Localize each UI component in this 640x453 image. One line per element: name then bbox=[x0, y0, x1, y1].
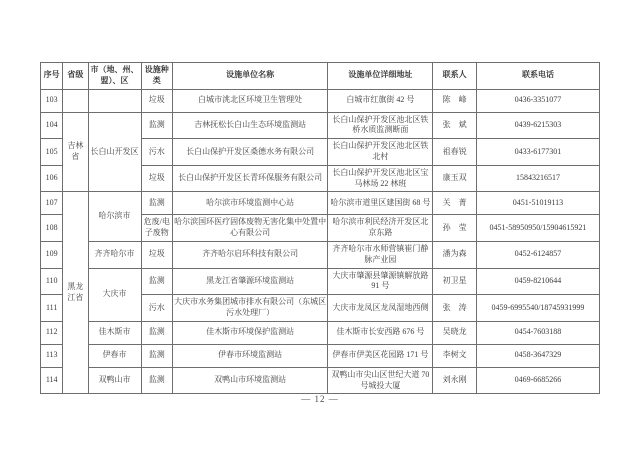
table-row bbox=[41, 89, 600, 112]
cell-contact: 祖春锐 bbox=[433, 139, 477, 166]
cell-type: 监测 bbox=[141, 367, 172, 394]
cell-phone: 0454-7603188 bbox=[476, 321, 599, 344]
cell-city bbox=[88, 89, 141, 112]
cell-address: 哈尔滨市道里区建国街 68 号 bbox=[328, 192, 433, 215]
cell-address: 长白山保护开发区池北区铁桥水质监测断面 bbox=[328, 112, 433, 139]
cell-phone: 0451-51019113 bbox=[476, 192, 599, 215]
cell-index: 111 bbox=[41, 295, 63, 322]
cell-name: 哈尔滨市环境监测中心站 bbox=[172, 192, 327, 215]
table-body bbox=[41, 89, 600, 394]
cell-name: 长白山保护开发区桑德水务有限公司 bbox=[172, 139, 327, 166]
table-row bbox=[41, 367, 600, 394]
table-row bbox=[41, 268, 600, 295]
cell-address: 长白山保护开发区池北区宝马林场 22 林班 bbox=[328, 165, 433, 192]
cell-type: 监测 bbox=[141, 192, 172, 215]
cell-phone: 0452-6124857 bbox=[476, 241, 599, 268]
cell-city: 佳木斯市 bbox=[88, 321, 141, 344]
table-row bbox=[41, 241, 600, 268]
cell-phone: 0433-6177301 bbox=[476, 139, 599, 166]
cell-contact: 孙 莹 bbox=[433, 215, 477, 242]
cell-city: 哈尔滨市 bbox=[88, 192, 141, 242]
cell-contact: 初卫星 bbox=[433, 268, 477, 295]
facility-table bbox=[40, 62, 600, 394]
column-header-address: 设施单位详细地址 bbox=[328, 63, 433, 90]
cell-address: 长白山保护开发区池北区铁北村 bbox=[328, 139, 433, 166]
column-header-type: 设施种类 bbox=[141, 63, 172, 90]
cell-contact: 关 菁 bbox=[433, 192, 477, 215]
cell-name: 黑龙江省肇源环境监测站 bbox=[172, 268, 327, 295]
cell-address: 佳木斯市长安西路 676 号 bbox=[328, 321, 433, 344]
cell-phone: 0459-6995540/18745931999 bbox=[476, 295, 599, 322]
cell-city: 齐齐哈尔市 bbox=[88, 241, 141, 268]
cell-type: 危废/电子废物 bbox=[141, 215, 172, 242]
cell-type: 污水 bbox=[141, 295, 172, 322]
cell-phone: 0439-6215303 bbox=[476, 112, 599, 139]
cell-index: 104 bbox=[41, 112, 63, 139]
cell-phone: 0469-6685266 bbox=[476, 367, 599, 394]
cell-phone: 0459-8210644 bbox=[476, 268, 599, 295]
cell-province: 黑龙江省 bbox=[63, 192, 88, 394]
cell-type: 监测 bbox=[141, 344, 172, 367]
cell-name: 齐齐哈尔启环科技有限公司 bbox=[172, 241, 327, 268]
cell-index: 112 bbox=[41, 321, 63, 344]
cell-contact: 李树文 bbox=[433, 344, 477, 367]
cell-name: 吉林抚松长白山生态环境监测站 bbox=[172, 112, 327, 139]
cell-address: 大庆市肇源县肇源镇解放路 91 号 bbox=[328, 268, 433, 295]
cell-contact: 吴晓龙 bbox=[433, 321, 477, 344]
cell-index: 105 bbox=[41, 139, 63, 166]
cell-contact: 康玉双 bbox=[433, 165, 477, 192]
cell-type: 监测 bbox=[141, 112, 172, 139]
cell-index: 109 bbox=[41, 241, 63, 268]
cell-index: 108 bbox=[41, 215, 63, 242]
cell-name: 双鸭山市环境监测站 bbox=[172, 367, 327, 394]
cell-index: 110 bbox=[41, 268, 63, 295]
cell-city: 伊春市 bbox=[88, 344, 141, 367]
table-row bbox=[41, 192, 600, 215]
cell-type: 垃圾 bbox=[141, 165, 172, 192]
cell-address: 大庆市龙凤区龙凤湿地西侧 bbox=[328, 295, 433, 322]
cell-address: 伊春市伊美区花园路 171 号 bbox=[328, 344, 433, 367]
cell-name: 大庆市水务集团城市排水有限公司（东城区污水处理厂） bbox=[172, 295, 327, 322]
column-header-contact: 联系人 bbox=[433, 63, 477, 90]
table-row bbox=[41, 112, 600, 139]
cell-address: 哈尔滨市利民经济开发区北京东路 bbox=[328, 215, 433, 242]
cell-index: 113 bbox=[41, 344, 63, 367]
cell-name: 哈尔滨国环医疗固体废物无害化集中处置中心有限公司 bbox=[172, 215, 327, 242]
cell-index: 106 bbox=[41, 165, 63, 192]
cell-contact: 刘永刚 bbox=[433, 367, 477, 394]
cell-phone: 0451-58950950/15904615921 bbox=[476, 215, 599, 242]
page-number: — 12 — bbox=[301, 394, 339, 404]
cell-address: 齐齐哈尔市水师营镇崔门静脉产业园 bbox=[328, 241, 433, 268]
cell-type: 污水 bbox=[141, 139, 172, 166]
cell-name: 白城市洮北区环境卫生管理处 bbox=[172, 89, 327, 112]
cell-index: 114 bbox=[41, 367, 63, 394]
column-header-province: 省级 bbox=[63, 63, 88, 90]
cell-address: 白城市红旗街 42 号 bbox=[328, 89, 433, 112]
column-header-name: 设施单位名称 bbox=[172, 63, 327, 90]
cell-type: 垃圾 bbox=[141, 241, 172, 268]
column-header-city: 市（地、州、盟）、区 bbox=[88, 63, 141, 90]
cell-contact: 陈 峰 bbox=[433, 89, 477, 112]
table-row bbox=[41, 344, 600, 367]
cell-contact: 张 涛 bbox=[433, 295, 477, 322]
column-header-phone: 联系电话 bbox=[476, 63, 599, 90]
cell-phone: 0458-3647329 bbox=[476, 344, 599, 367]
cell-city: 大庆市 bbox=[88, 268, 141, 321]
cell-city: 双鸭山市 bbox=[88, 367, 141, 394]
cell-index: 107 bbox=[41, 192, 63, 215]
cell-province: 吉林省 bbox=[63, 112, 88, 192]
cell-province bbox=[63, 89, 88, 112]
cell-type: 监测 bbox=[141, 268, 172, 295]
cell-name: 伊春市环境监测站 bbox=[172, 344, 327, 367]
cell-contact: 张 斌 bbox=[433, 112, 477, 139]
cell-name: 长白山保护开发区长青环保服务有限公司 bbox=[172, 165, 327, 192]
cell-type: 监测 bbox=[141, 321, 172, 344]
cell-contact: 潘为森 bbox=[433, 241, 477, 268]
header-row bbox=[41, 63, 600, 90]
cell-city: 长白山开发区 bbox=[88, 112, 141, 192]
table-row bbox=[41, 321, 600, 344]
cell-type: 垃圾 bbox=[141, 89, 172, 112]
cell-phone: 0436-3351077 bbox=[476, 89, 599, 112]
cell-address: 双鸭山市尖山区世纪大道 70 号城投大厦 bbox=[328, 367, 433, 394]
cell-index: 103 bbox=[41, 89, 63, 112]
cell-name: 佳木斯市环境保护监测站 bbox=[172, 321, 327, 344]
column-header-index: 序号 bbox=[41, 63, 63, 90]
cell-phone: 15843216517 bbox=[476, 165, 599, 192]
